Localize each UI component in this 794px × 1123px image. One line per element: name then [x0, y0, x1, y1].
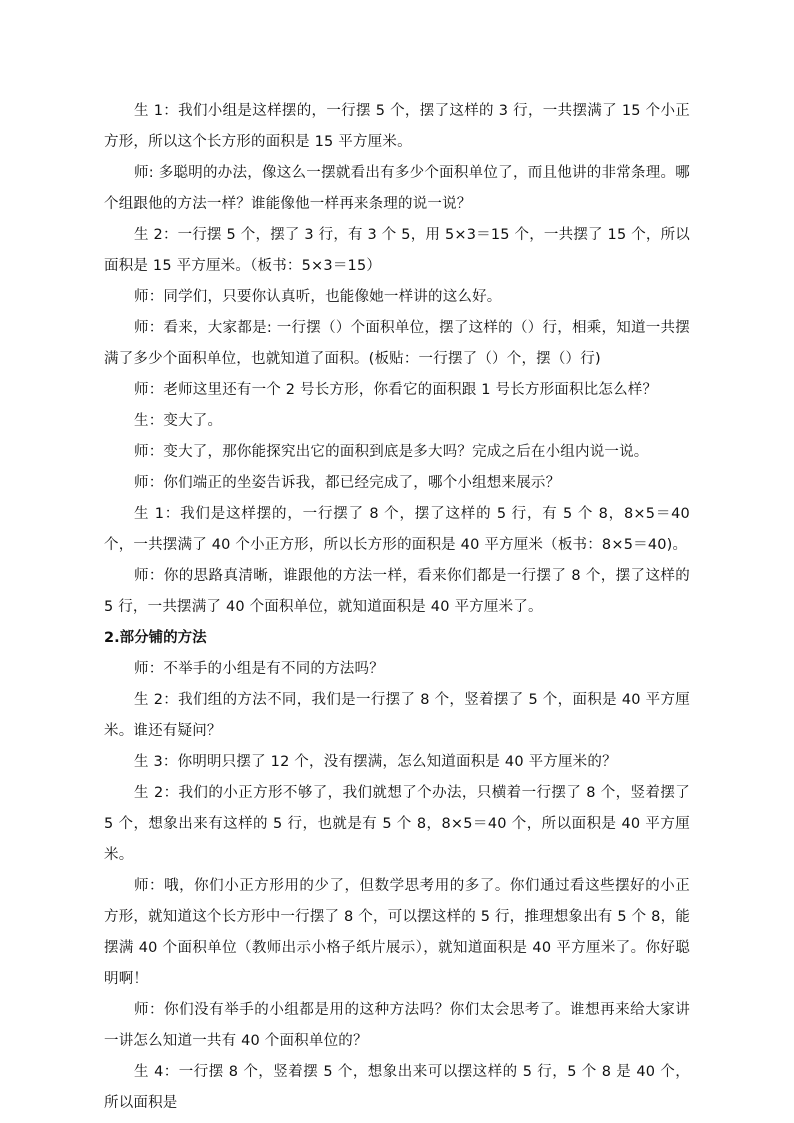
paragraph-15: 生 2：我们的小正方形不够了，我们就想了个办法，只横着一行摆了 8 个，竖着摆了 5 个，想象出来有这样的 5 行，也就是有 5 个 8，8×5＝40 个，所以面积是 40 平方厘米。: [104, 785, 690, 863]
paragraph-16: 师：哦，你们小正方形用的少了，但数学思考用的多了。你们通过看这些摆好的小正方形，就知道这个长方形中一行摆了 8 个，可以摆这样的 5 行，推理想象出有 5 个 8，能摆满 40 个面积单位（教师出示小格子纸片展示），就知道面积是 40 平方厘米了。你好聪明啊！: [104, 878, 690, 987]
paragraph-12: 师：不举手的小组是有不同的方法吗？: [134, 661, 384, 677]
paragraph-3: 生 2：一行摆 5 个，摆了 3 行，有 3 个 5，用 5×3＝15 个，一共摆了 15 个，所以面积是 15 平方厘米。（板书：5×3＝15）: [104, 227, 690, 274]
section-heading: 2.部分铺的方法: [104, 630, 207, 646]
paragraph-8: 师：变大了，那你能探究出它的面积到底是多大吗？完成之后在小组内说一说。: [134, 444, 649, 460]
paragraph-17: 师：你们没有举手的小组都是用的这种方法吗？你们太会思考了。谁想再来给大家讲一讲怎么知道一共有 40 个面积单位的？: [104, 1002, 690, 1049]
paragraph-6: 师：老师这里还有一个 2 号长方形，你看它的面积跟 1 号长方形面积比怎么样？: [134, 382, 658, 398]
paragraph-18: 生 4：一行摆 8 个，竖着摆 5 个，想象出来可以摆这样的 5 行，5 个 8 是 40 个，所以面积是: [104, 1064, 690, 1111]
paragraph-9: 师：你们端正的坐姿告诉我，都已经完成了，哪个小组想来展示？: [134, 475, 561, 491]
paragraph-10: 生 1：我们是这样摆的，一行摆了 8 个，摆了这样的 5 行，有 5 个 8，8×5＝40 个，一共摆满了 40 个小正方形，所以长方形的面积是 40 平方厘米（板书：8×5＝40)。: [104, 506, 690, 553]
paragraph-11: 师：你的思路真清晰，谁跟他的方法一样，看来你们都是一行摆了 8 个，摆了这样的 5 行，一共摆满了 40 个面积单位，就知道面积是 40 平方厘米了。: [104, 568, 690, 615]
paragraph-7: 生：变大了。: [134, 413, 223, 429]
paragraph-13: 生 2：我们组的方法不同，我们是一行摆了 8 个，竖着摆了 5 个，面积是 40 平方厘米。谁还有疑问？: [104, 692, 690, 739]
paragraph-4: 师：同学们，只要你认真听，也能像她一样讲的这么好。: [134, 289, 502, 305]
paragraph-5: 师：看来，大家都是: 一行摆（）个面积单位，摆了这样的（）行，相乘，知道一共摆满了多少个面积单位，也就知道了面积。(板贴：一行摆了（）个，摆（）行): [104, 320, 690, 367]
paragraph-2: 师: 多聪明的办法，像这么一摆就看出有多少个面积单位了，而且他讲的非常条理。哪个组跟他的方法一样？谁能像他一样再来条理的说一说？: [104, 165, 690, 212]
paragraph-1: 生 1：我们小组是这样摆的，一行摆 5 个，摆了这样的 3 行，一共摆满了 15 个小正方形，所以这个长方形的面积是 15 平方厘米。: [104, 103, 690, 150]
paragraph-14: 生 3：你明明只摆了 12 个，没有摆满，怎么知道面积是 40 平方厘米的？: [134, 754, 617, 770]
